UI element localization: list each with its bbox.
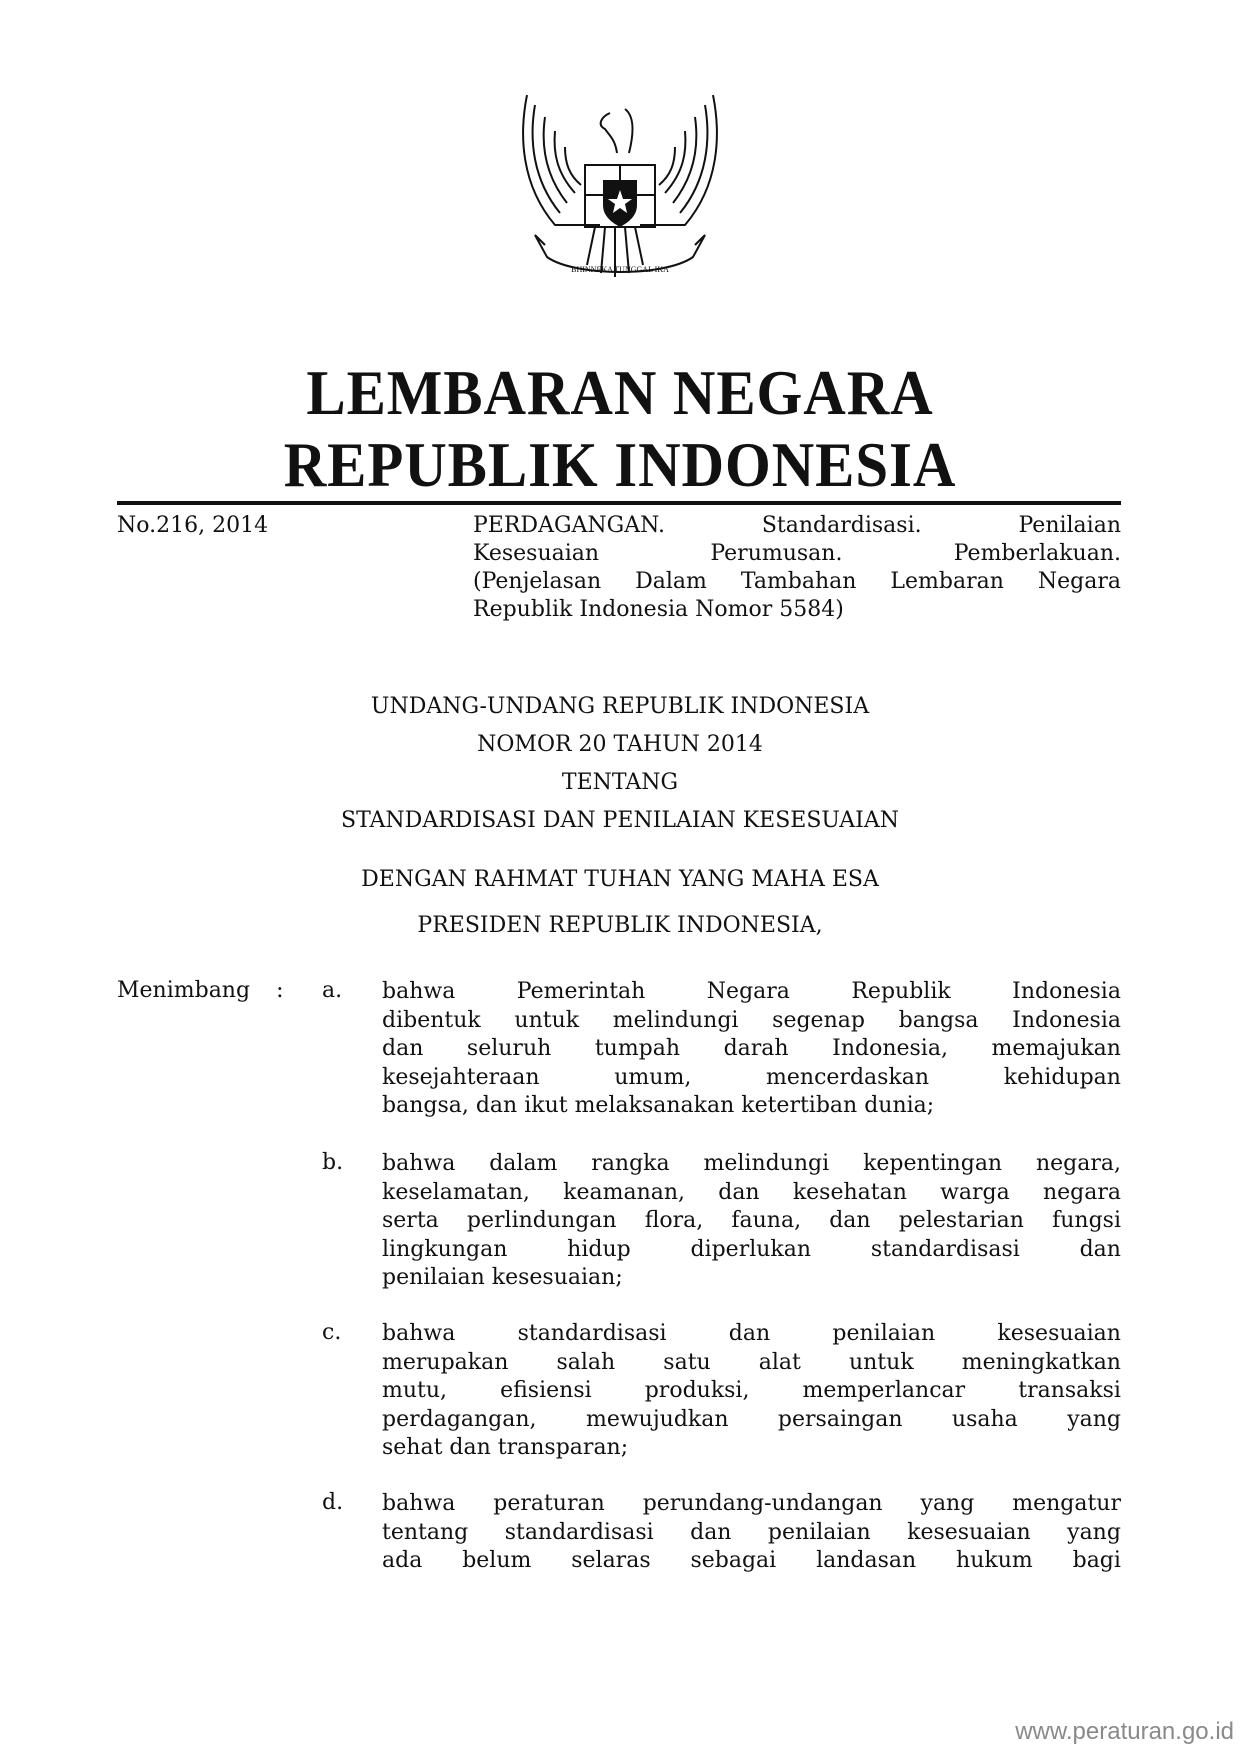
law-title-line1: UNDANG-UNDANG REPUBLIK INDONESIA bbox=[370, 694, 870, 719]
text-line bbox=[382, 1490, 1121, 1519]
word: standardisasi bbox=[504, 1519, 654, 1545]
word: alat bbox=[758, 1349, 801, 1375]
word: yang bbox=[1067, 1406, 1121, 1432]
text-line: bangsa, dan ikut melaksanakan ketertiban dunia; bbox=[382, 1093, 935, 1118]
masthead-title-line1: LEMBARAN NEGARA bbox=[306, 357, 934, 428]
word: serta bbox=[382, 1208, 439, 1233]
considering-label-text: Menimbang bbox=[117, 978, 251, 1003]
item-text bbox=[382, 978, 1121, 1121]
law-subject: STANDARDISASI DAN PENILAIAN KESESUAIAN bbox=[341, 808, 899, 833]
text-line bbox=[382, 1207, 1121, 1236]
word: dan bbox=[829, 1208, 871, 1233]
word: produksi, bbox=[644, 1378, 750, 1403]
word: efisiensi bbox=[500, 1378, 592, 1403]
word: melindungi bbox=[612, 1007, 739, 1033]
word: yang bbox=[920, 1491, 975, 1516]
word: untuk bbox=[514, 1007, 580, 1033]
garuda-emblem-icon bbox=[515, 95, 725, 300]
word: dan bbox=[718, 1179, 760, 1205]
opening-line2: PRESIDEN REPUBLIK INDONESIA, bbox=[417, 913, 823, 938]
word: dalam bbox=[489, 1151, 558, 1176]
word: kepentingan bbox=[863, 1151, 1003, 1176]
word: kehidupan bbox=[1003, 1064, 1121, 1090]
item-letter: d. bbox=[322, 1490, 344, 1515]
word: perlindungan bbox=[466, 1208, 617, 1233]
word: bahwa bbox=[382, 1491, 456, 1516]
text-line bbox=[382, 1064, 1121, 1093]
item-text bbox=[382, 1320, 1121, 1463]
text-line: penilaian kesesuaian; bbox=[382, 1265, 623, 1290]
watermark-url: www.peraturan.go.id bbox=[1015, 1718, 1234, 1745]
text-line bbox=[382, 1349, 1121, 1378]
considering-label bbox=[117, 978, 284, 1003]
word: flora, bbox=[644, 1208, 704, 1233]
word: mencerdaskan bbox=[766, 1064, 930, 1090]
word: standardisasi bbox=[517, 1321, 667, 1346]
item-letter: b. bbox=[322, 1150, 344, 1175]
text-line bbox=[473, 540, 1121, 568]
item-text bbox=[382, 1150, 1121, 1293]
word: mutu, bbox=[382, 1378, 448, 1403]
word: negara, bbox=[1035, 1151, 1121, 1176]
word: bangsa bbox=[898, 1007, 979, 1033]
opening-formula bbox=[0, 857, 1240, 949]
word: fungsi bbox=[1052, 1208, 1121, 1233]
word: lingkungan bbox=[382, 1236, 508, 1262]
word: bahwa bbox=[382, 1321, 456, 1346]
word: bahwa bbox=[382, 1151, 456, 1176]
word: untuk bbox=[848, 1349, 914, 1375]
text-line bbox=[382, 1150, 1121, 1179]
text-line bbox=[382, 1007, 1121, 1036]
word: Negara bbox=[706, 979, 790, 1004]
word: memperlancar bbox=[802, 1378, 966, 1403]
word: Standardisasi. bbox=[761, 513, 922, 538]
word: pelestarian bbox=[898, 1208, 1024, 1233]
word: tumpah bbox=[594, 1036, 681, 1061]
item-letter: c. bbox=[322, 1320, 342, 1345]
word: usaha bbox=[951, 1406, 1018, 1432]
word: dibentuk bbox=[382, 1007, 481, 1033]
word: Indonesia bbox=[1012, 979, 1121, 1004]
word: fauna, bbox=[731, 1208, 802, 1233]
text-line bbox=[382, 1179, 1121, 1208]
word: melindungi bbox=[703, 1151, 830, 1176]
word: dan bbox=[382, 1036, 424, 1061]
opening-line1: DENGAN RAHMAT TUHAN YANG MAHA ESA bbox=[361, 867, 879, 892]
word: Pemerintah bbox=[516, 979, 646, 1004]
word: hidup bbox=[567, 1236, 631, 1262]
word: Indonesia, bbox=[832, 1036, 948, 1061]
word: persaingan bbox=[777, 1406, 903, 1432]
text-line bbox=[382, 1519, 1121, 1548]
word: satu bbox=[663, 1349, 711, 1375]
considering-separator: : bbox=[276, 978, 284, 1003]
word: Pemberlakuan. bbox=[953, 541, 1121, 566]
word: Penilaian bbox=[1018, 513, 1121, 538]
gazette-description bbox=[473, 512, 1121, 624]
law-number: NOMOR 20 TAHUN 2014 bbox=[477, 732, 763, 757]
word: meningkatkan bbox=[961, 1349, 1121, 1375]
word: penilaian bbox=[832, 1321, 936, 1346]
word: penilaian bbox=[767, 1519, 871, 1545]
word: keselamatan, bbox=[382, 1179, 530, 1205]
text-line bbox=[382, 1035, 1121, 1064]
text-line: Republik Indonesia Nomor 5584) bbox=[473, 597, 844, 622]
word: transaksi bbox=[1018, 1378, 1121, 1403]
word: dan bbox=[728, 1321, 771, 1346]
word: umum, bbox=[614, 1064, 692, 1090]
word: Republik bbox=[851, 979, 951, 1004]
word: belum bbox=[462, 1548, 532, 1573]
word: dan bbox=[1079, 1236, 1121, 1262]
text-line bbox=[382, 1406, 1121, 1435]
word: merupakan bbox=[382, 1349, 509, 1375]
word: darah bbox=[723, 1036, 789, 1061]
word: dan bbox=[690, 1519, 732, 1545]
law-title bbox=[0, 688, 1240, 840]
text-line bbox=[382, 1320, 1121, 1349]
item-letter: a. bbox=[322, 978, 343, 1003]
gazette-number: No.216, 2014 bbox=[117, 513, 269, 538]
word: selaras bbox=[571, 1548, 651, 1573]
item-text bbox=[382, 1490, 1121, 1576]
word: rangka bbox=[591, 1151, 670, 1176]
word: kesejahteraan bbox=[382, 1064, 540, 1090]
word: Indonesia bbox=[1012, 1007, 1121, 1033]
word: seluruh bbox=[466, 1036, 552, 1061]
word: perdagangan, bbox=[382, 1406, 537, 1432]
word: memajukan bbox=[991, 1036, 1121, 1061]
word: landasan bbox=[816, 1548, 917, 1573]
word: peraturan bbox=[493, 1491, 605, 1516]
text-line bbox=[382, 1547, 1121, 1576]
text-line bbox=[382, 978, 1121, 1007]
text-line bbox=[473, 512, 1121, 540]
word: negara bbox=[1042, 1179, 1121, 1205]
word: sebagai bbox=[690, 1548, 777, 1573]
word: bahwa bbox=[382, 979, 456, 1004]
word: kesesuaian bbox=[907, 1519, 1031, 1545]
word: kesesuaian bbox=[997, 1321, 1121, 1346]
word: mengatur bbox=[1012, 1491, 1121, 1516]
word: PERDAGANGAN. bbox=[473, 513, 665, 538]
text-line: (Penjelasan Dalam Tambahan Lembaran Negara bbox=[473, 569, 1121, 594]
text-line bbox=[382, 1377, 1121, 1406]
word: ada bbox=[382, 1548, 423, 1573]
word: yang bbox=[1067, 1519, 1121, 1545]
word: Kesesuaian bbox=[473, 541, 600, 566]
word: hukum bbox=[956, 1548, 1033, 1573]
word: salah bbox=[556, 1349, 616, 1375]
word: kesehatan bbox=[792, 1179, 907, 1205]
text-line: sehat dan transparan; bbox=[382, 1435, 629, 1460]
word: mewujudkan bbox=[585, 1406, 729, 1432]
word: bagi bbox=[1072, 1548, 1121, 1573]
word: keamanan, bbox=[563, 1179, 686, 1205]
word: diperlukan bbox=[690, 1236, 812, 1262]
word: perundang-undangan bbox=[642, 1491, 883, 1516]
word: segenap bbox=[772, 1007, 865, 1033]
word: warga bbox=[940, 1179, 1010, 1205]
text-line bbox=[382, 1236, 1121, 1265]
masthead-title-line2: REPUBLIK INDONESIA bbox=[283, 429, 957, 500]
emblem-motto: BHINNEKA TUNGGAL IKA bbox=[571, 265, 669, 274]
word: standardisasi bbox=[870, 1236, 1020, 1262]
word: Perumusan. bbox=[710, 541, 843, 566]
law-about: TENTANG bbox=[561, 770, 679, 795]
word: tentang bbox=[382, 1519, 469, 1545]
masthead-divider bbox=[117, 501, 1121, 505]
